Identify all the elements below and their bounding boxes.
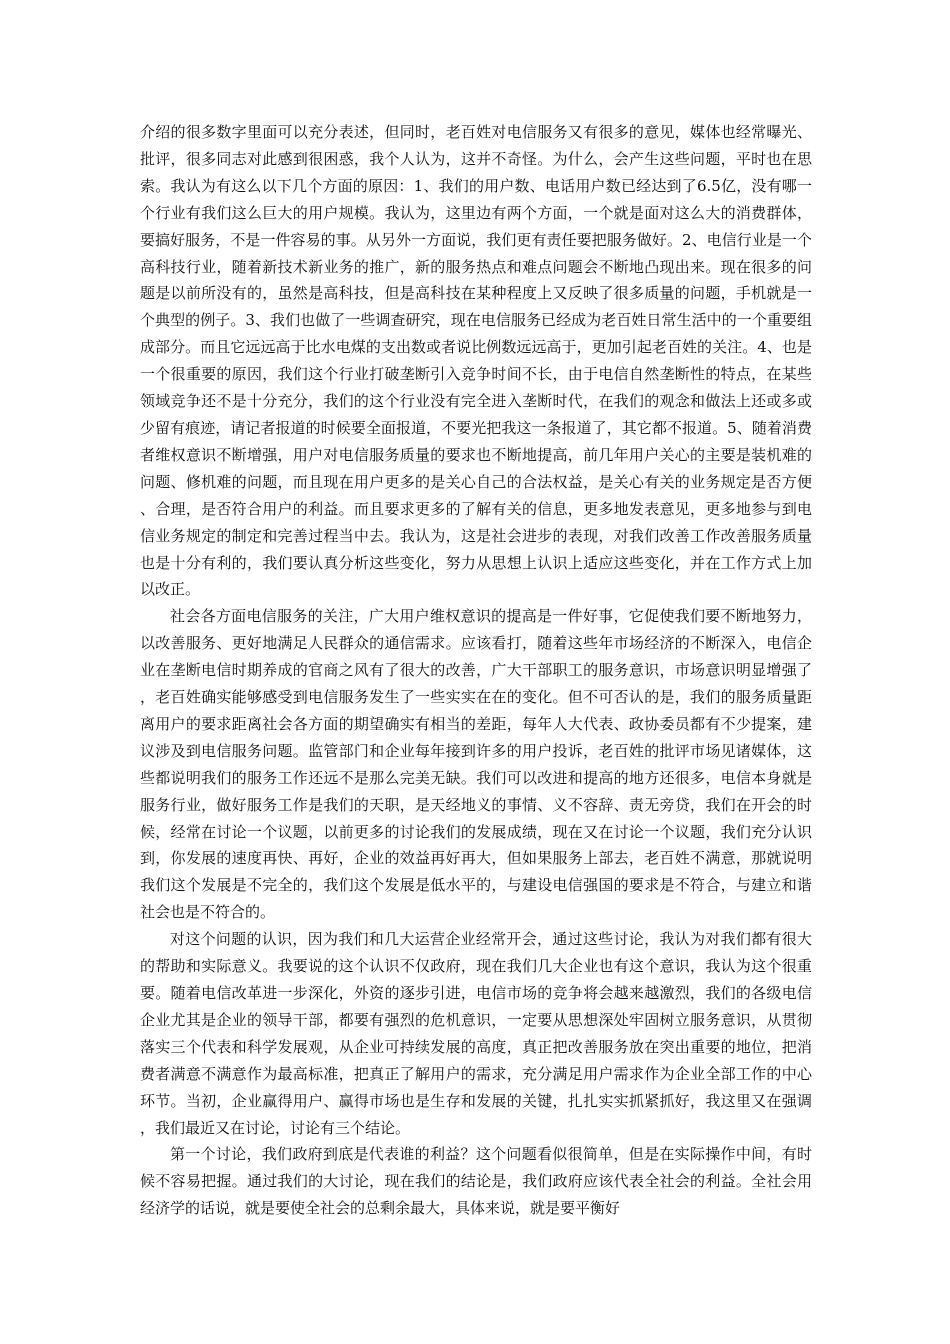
paragraph-1: 介绍的很多数字里面可以充分表述，但同时，老百姓对电信服务又有很多的意见，媒体也经常曝光、批评，很多同志对此感到很困惑，我个人认为，这并不奇怪。为什么，会产生这些问题，平时也在思索。我认为有这么以下几个方面的原因：1、我们的用户数、电话用户数已经达到了6.5亿，没有哪一个行业有我们这么巨大的用户规模。我认为，这里边有两个方面，一个就是面对这么大的消费群体，要搞好服务，不是一件容易的事。从另外一方面说，我们更有责任要把服务做好。2、电信行业是一个高科技行业，随着新技术新业务的推广，新的服务热点和难点问题会不断地凸现出来。现在很多的问题是以前所没有的，虽然是高科技，但是高科技在某种程度上又反映了很多质量的问题，手机就是一个典型的例子。3、我们也做了一些调查研究，现在电信服务已经成为老百姓日常生活中的一个重要组成部分。而且它远远高于比水电煤的支出数或者说比例数远远高于，更加引起老百姓的关注。4、也是一个很重要的原因，我们这个行业打破垄断引入竞争时间不长，由于电信自然垄断性的特点，在某些领域竞争还不是十分充分，我们的这个行业没有完全进入垄断时代，在我们的观念和做法上还或多或少留有痕迹，请记者报道的时候要全面报道，不要光把我这一条报道了，其它都不报道。5、随着消费者维权意识不断增强，用户对电信服务质量的要求也不断地提高，前几年用户关心的主要是装机难的问题、修机难的问题，而且现在用户更多的是关心自己的合法权益，是关心有关的业务规定是否方便、合理，是否符合用户的利益。而且要求更多的了解有关的信息，更多地发表意见，更多地参与到电信业务规定的制定和完善过程当中去。我认为，这是社会进步的表现，对我们改善工作改善服务质量也是十分有利的，我们要认真分析这些变化，努力从思想上认识上适应这些变化，并在工作方式上加以改正。 [140, 123, 812, 599]
paragraph-2: 社会各方面电信服务的关注，广大用户维权意识的提高是一件好事，它促使我们要不断地努力，以改善服务、更好地满足人民群众的通信需求。应该看打，随着这些年市场经济的不断深入，电信企业在垄断电信时期养成的官商之风有了很大的改善，广大干部职工的服务意识，市场意识明显增强了，老百姓确实能够感受到电信服务发生了一些实实在在的变化。但不可否认的是，我们的服务质量距离用户的要求距离社会各方面的期望确实有相当的差距，每年人大代表、政协委员都有不少提案，建议涉及到电信服务问题。监管部门和企业每年接到许多的用户投诉，老百姓的批评市场见诸媒体，这些都说明我们的服务工作还远不是那么完美无缺。我们可以改进和提高的地方还很多，电信本身就是服务行业，做好服务工作是我们的天职，是天经地义的事情、义不容辞、责无旁贷，我们在开会的时候，经常在讨论一个议题，以前更多的讨论我们的发展成绩，现在又在讨论一个议题，我们充分认识到，你发展的速度再快、再好，企业的效益再好再大，但如果服务上部去，老百姓不满意，那就说明我们这个发展是不完全的，我们这个发展是低水平的，与建设电信强国的要求是不符合，与建立和谐社会也是不符合的。 [140, 607, 812, 922]
document-page [140, 119, 812, 1222]
paragraph-3: 对这个问题的认识，因为我们和几大运营企业经常开会，通过这些讨论，我认为对我们都有很大的帮助和实际意义。我要说的这个认识不仅政府，现在我们几大企业也有这个意识，我认为这个很重要。随着电信改革进一步深化，外资的逐步引进，电信市场的竞争将会越来越激烈，我们的各级电信企业尤其是企业的领导干部，都要有强烈的危机意识，一定要从思想深处牢固树立服务意识，从贯彻落实三个代表和科学发展观，从企业可持续发展的高度，真正把改善服务放在突出重要的地位，把消费者满意不满意作为最高标准，把真正了解用户的需求，充分满足用户需求作为企业全部工作的中心环节。当初，企业赢得用户、赢得市场也是生存和发展的关键，扎扎实实抓紧抓好，我这里又在强调，我们最近又在讨论，讨论有三个结论。 [140, 930, 812, 1137]
paragraph-4: 第一个讨论，我们政府到底是代表谁的利益？这个问题看似很简单，但是在实际操作中间，有时候不容易把握。通过我们的大讨论，现在我们的结论是，我们政府应该代表全社会的利益。全社会用经济学的话说，就是要使全社会的总剩余最大，具体来说，就是要平衡好 [140, 1145, 812, 1218]
